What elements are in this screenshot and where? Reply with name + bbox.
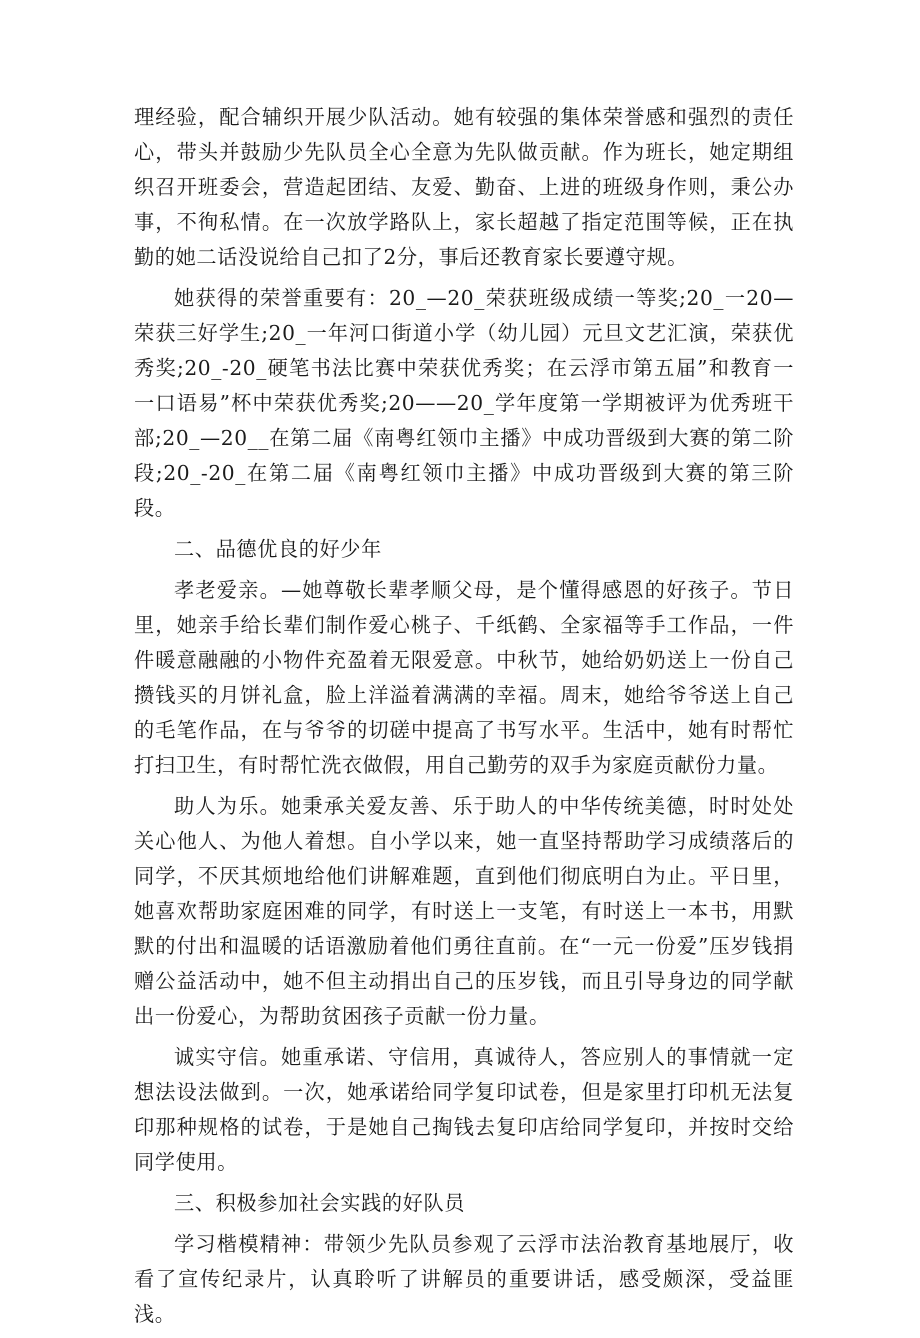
paragraph-role-model: 学习楷模精神：带领少先队员参观了云浮市法治教育基地展厅，收看了宣传纪录片，认真聆听了讲解员的重要讲话，感受颇深，受益匪浅。 [134,1232,794,1326]
document-body [134,100,794,1338]
paragraph-honesty: 诚实守信。她重承诺、守信用，真诚待人，答应别人的事情就一定想法设法做到。一次，她承诺给同学复印试卷，但是家里打印机无法复印那种规格的试卷，于是她自己掏钱去复印店给同学复印，并按时交给同学使用。 [134,1045,794,1174]
paragraph-helping-others: 助人为乐。她秉承关爱友善、乐于助人的中华传统美德，时时处处关心他人、为他人着想。自小学以来，她一直坚持帮助学习成绩落后的同学，不厌其烦地给他们讲解难题，直到他们彻底明白为止。平日里，她喜欢帮助家庭困难的同学，有时送上一支笔，有时送上一本书，用默默的付出和温暖的话语激励着他们勇往直前。在“一元一份爱”压岁钱捐赠公益活动中，她不但主动捐出自己的压岁钱，而且引导身边的同学献出一份爱心，为帮助贫困孩子贡献一份力量。 [134,794,794,1028]
paragraph-filial-piety: 孝老爱亲。—她尊敬长辈孝顺父母，是个懂得感恩的好孩子。节日里，她亲手给长辈们制作爱心桃子、千纸鹤、全家福等手工作品，一件件暖意融融的小物件充盈着无限爱意。中秋节，她给奶奶送上一份自己攒钱买的月饼礼盒，脸上洋溢着满满的幸福。周末，她给爷爷送上自己的毛笔作品，在与爷爷的切磋中提高了书写水平。生活中，她有时帮忙打扫卫生，有时帮忙洗衣做假，用自己勤劳的双手为家庭贡献份力量。 [134,578,794,777]
paragraph-honors: 她获得的荣誉重要有：20_—20_荣获班级成绩一等奖;20_一20—荣获三好学生;20_一年河口街道小学（幼儿园）元旦文艺汇演，荣获优秀奖;20_-20_硬笔书法比赛中荣获优秀奖；在云浮市第五届”和教育一一口语易”杯中荣获优秀奖;20——20_学年度第一学期被评为优秀班干部;20_—20__在第二届《南粤红领巾主播》中成功晋级到大赛的第二阶段;20_-20_在第二届《南粤红领巾主播》中成功晋级到大赛的第三阶段。 [134,286,794,520]
section-heading-2: 二、品德优良的好少年 [174,537,382,561]
paragraph-continued: 理经验，配合辅织开展少队活动。她有较强的集体荣誉感和强烈的责任心，带头并鼓励少先队员全心全意为先队做贡献。作为班长，她定期组织召开班委会，营造起团结、友爱、勤奋、上进的班级身作则，秉公办事，不徇私情。在一次放学路队上，家长超越了指定范围等候，正在执勤的她二话没说给自己扣了2分，事后还教育家长要遵守规。 [134,105,794,269]
section-heading-3: 三、积极参加社会实践的好队员 [174,1191,466,1215]
